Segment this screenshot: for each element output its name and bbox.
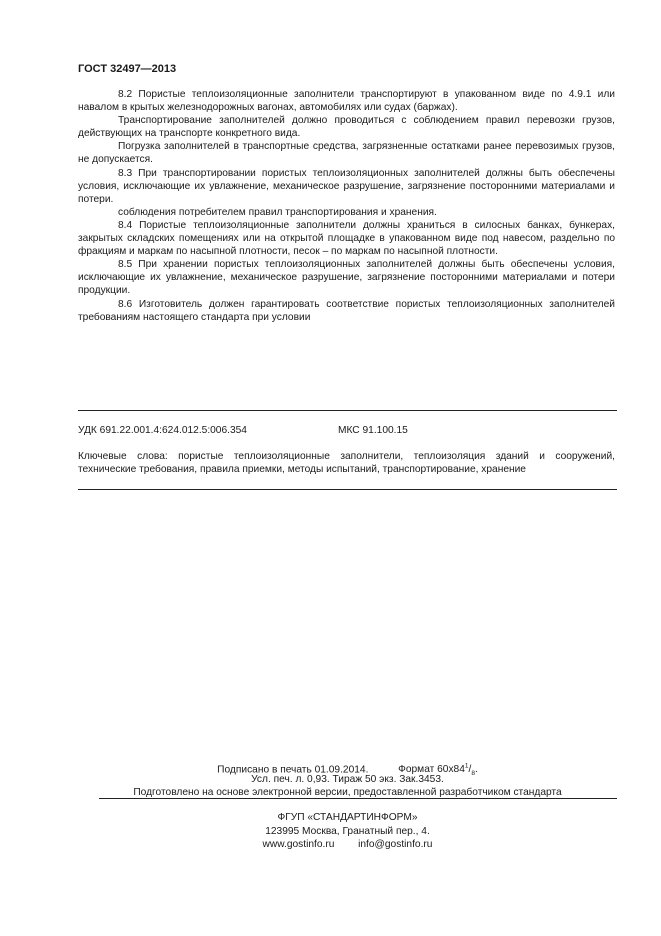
mks-code: МКС 91.100.15 xyxy=(338,425,408,436)
imprint-divider xyxy=(99,798,617,799)
paragraph-loading: Погрузка заполнителей в транспортные средства, загрязненные остатками ранее перевозимых грузов, не допускается. xyxy=(78,141,615,166)
prepared-note: Подготовлено на основе электронной версии, предоставленной разработчиком стандарта xyxy=(133,787,562,798)
publisher-name: ФГУП «СТАНДАРТИНФОРМ» xyxy=(277,812,418,823)
publisher-address: 123995 Москва, Гранатный пер., 4. xyxy=(265,826,430,837)
standard-number: ГОСТ 32497—2013 xyxy=(78,63,177,75)
paragraph-8-2: 8.2 Пористые теплоизоляционные заполнители транспортируют в упакованном виде по 4.9.1 или навалом в крытых железнодорожных вагонах, автомобилях или судах (баржах). xyxy=(78,89,615,114)
keywords: Ключевые слова: пористые теплоизоляционные заполнители, теплоизоляция зданий и сооружений, технические требования, правила приемки, методы испытаний, транспортирование, хранение xyxy=(78,451,615,475)
paragraph-transport-rules: Транспортирование заполнителей должно проводиться с соблюдением правил перевозки грузов, действующих на транспорте конкретного вида. xyxy=(78,115,615,140)
paragraph-8-6: 8.6 Изготовитель должен гарантировать соответствие пористых теплоизоляционных заполнителей требованиям настоящего стандарта при условии xyxy=(78,298,615,323)
publisher-contacts xyxy=(78,838,617,852)
paragraph-8-3: 8.3 При транспортировании пористых теплоизоляционных заполнителей должны быть обеспечены условия, исключающие их увлажнение, механическое разрушение, загрязнение посторонними материалами и потери. xyxy=(78,167,615,205)
section-8-text xyxy=(78,88,615,324)
paragraph-8-5: 8.5 При хранении пористых теплоизоляционных заполнителей должны быть обеспечены условия, исключающие их увлажнение, механическое разрушение, загрязнение посторонними материалами и потери продукции. xyxy=(78,259,615,297)
paragraph-8-4: 8.4 Пористые теплоизоляционные заполнители должны храниться в силосных банках, бункерах, закрытых складских помещениях или на открытой площадке в упакованном виде под навесом, раздельно по фракциям и маркам по насыпной плотности, песок – по маркам по насыпной плотности. xyxy=(78,219,615,258)
email-link[interactable]: info@gostinfo.ru xyxy=(358,839,433,850)
paper-format: Формат $60х84^1/_8$. xyxy=(398,763,478,778)
bottom-divider xyxy=(78,489,617,490)
signed-date: Подписано в печать 01.09.2014. xyxy=(217,764,369,776)
print-run-info: Усл. печ. л. 0,93. Тираж 50 экз. Зак.3453. xyxy=(251,774,444,785)
paragraph-consumer-rules: соблюдения потребителем правил транспортирования и хранения. xyxy=(118,206,437,218)
top-divider xyxy=(78,410,617,411)
udk-code: УДК 691.22.001.4:624.012.5:006.354 xyxy=(78,425,247,436)
website-link[interactable]: www.gostinfo.ru xyxy=(262,839,335,850)
